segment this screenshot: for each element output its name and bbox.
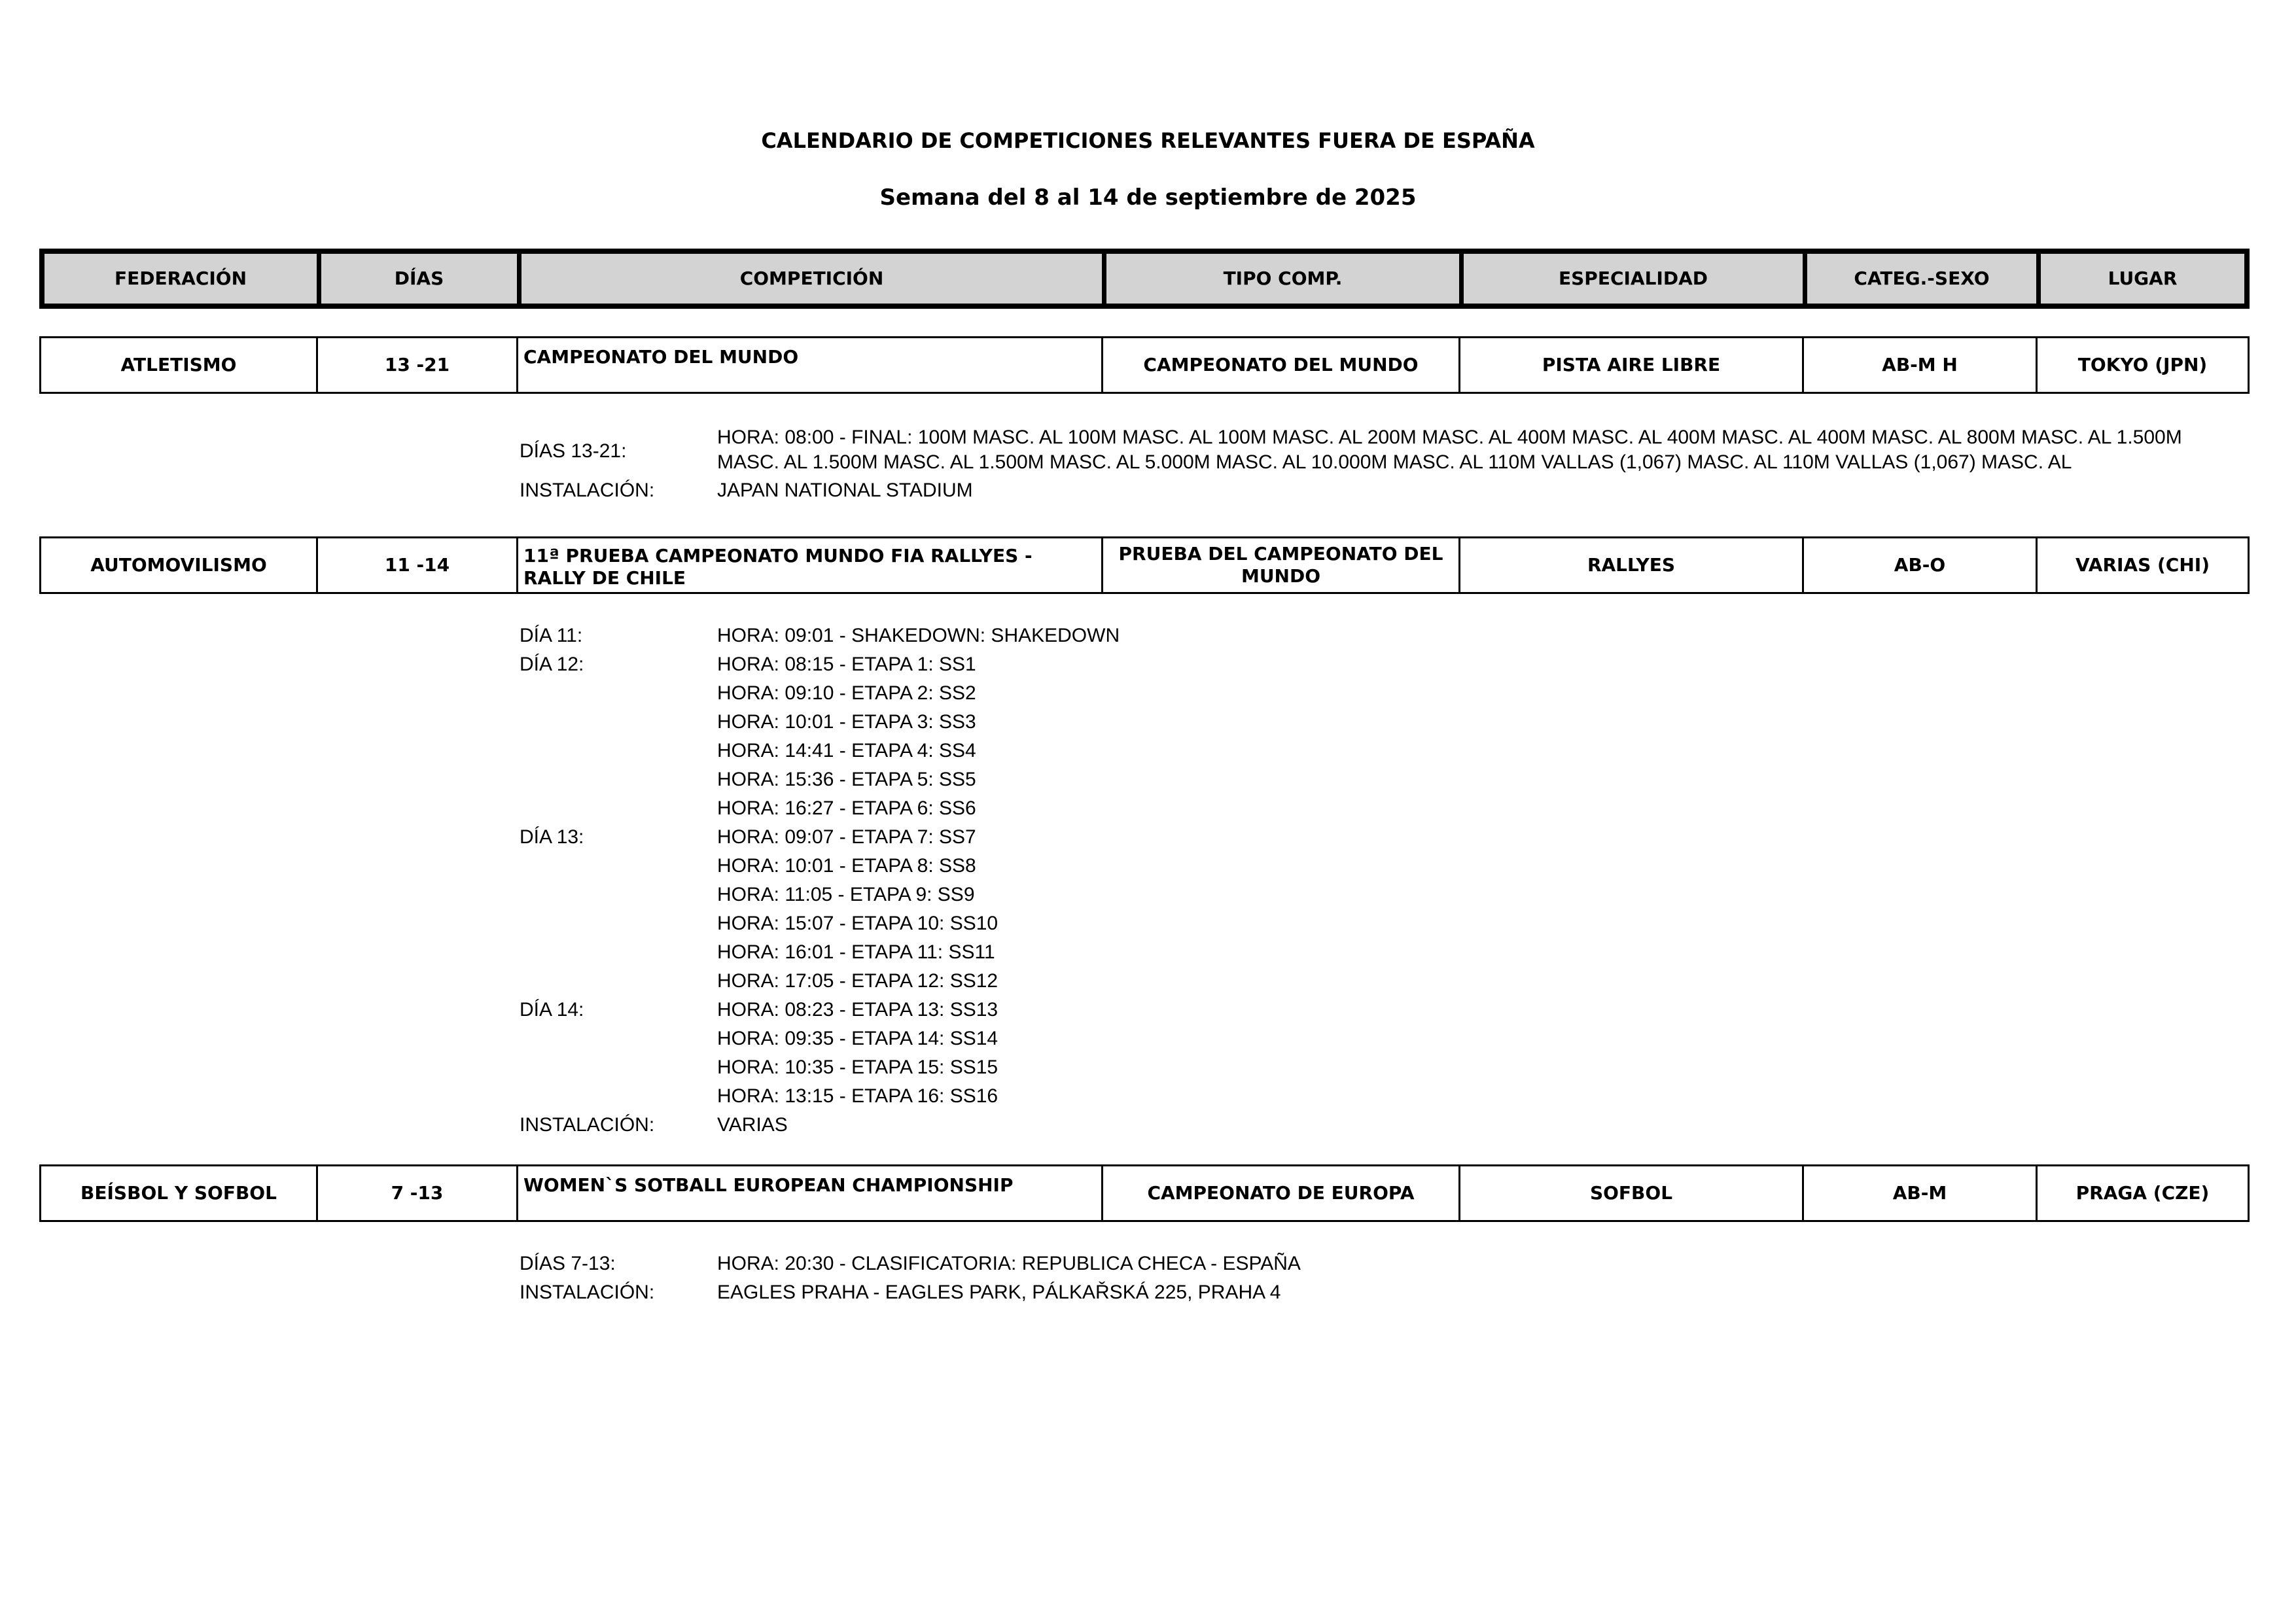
detail-value: HORA: 10:01 - ETAPA 8: SS8	[717, 855, 976, 877]
detail-value: HORA: 16:27 - ETAPA 6: SS6	[717, 797, 976, 819]
detail-value: HORA: 17:05 - ETAPA 12: SS12	[717, 970, 998, 992]
detail-value: HORA: 14:41 - ETAPA 4: SS4	[717, 740, 976, 761]
lugar-cell: VARIAS (CHI)	[2075, 554, 2210, 576]
detail-line	[520, 909, 2227, 938]
detail-line	[520, 794, 2227, 823]
detail-line	[520, 1024, 2227, 1053]
especialidad-cell: SOFBOL	[1460, 1166, 1804, 1220]
detail-label: INSTALACIÓN:	[520, 1282, 655, 1303]
detail-value: HORA: 16:01 - ETAPA 11: SS11	[717, 941, 995, 963]
header-categoria: CATEG.-SEXO	[1807, 254, 2041, 304]
federacion-cell: AUTOMOVILISMO	[41, 538, 318, 592]
detail-line	[520, 881, 2227, 909]
detail-line	[520, 765, 2227, 794]
detail-label: INSTALACIÓN:	[520, 480, 655, 501]
detail-value: HORA: 15:07 - ETAPA 10: SS10	[717, 913, 998, 934]
detail-label: INSTALACIÓN:	[520, 1114, 655, 1136]
detail-value: HORA: 11:05 - ETAPA 9: SS9	[717, 884, 975, 905]
competicion-cell: 11ª PRUEBA CAMPEONATO MUNDO FIA RALLYES - RALLY DE CHILE	[518, 538, 1103, 592]
detail-line	[520, 823, 2227, 852]
detail-value: HORA: 10:01 - ETAPA 3: SS3	[717, 711, 976, 733]
detail-line	[520, 967, 2227, 996]
detail-value: HORA: 10:35 - ETAPA 15: SS15	[717, 1056, 998, 1078]
detail-label: DÍA 12:	[520, 654, 584, 675]
header-federacion: FEDERACIÓN	[44, 254, 321, 304]
categoria-cell: AB-O	[1804, 538, 2038, 592]
detail-line	[520, 476, 2227, 505]
tipo-cell: CAMPEONATO DE EUROPA	[1103, 1166, 1460, 1220]
table-row	[39, 336, 2250, 394]
dias-cell: 11 -14	[318, 538, 518, 592]
detail-value: HORA: 15:36 - ETAPA 5: SS5	[717, 769, 976, 790]
detail-line	[520, 996, 2227, 1024]
detail-value: HORA: 13:15 - ETAPA 16: SS16	[717, 1085, 998, 1107]
detail-line	[520, 1278, 2227, 1307]
detail-value: HORA: 09:07 - ETAPA 7: SS7	[717, 826, 976, 848]
detail-value: HORA: 08:15 - ETAPA 1: SS1	[717, 654, 976, 675]
lugar-cell: PRAGA (CZE)	[2075, 1182, 2210, 1204]
categoria-cell: AB-M	[1804, 1166, 2038, 1220]
page-subtitle: Semana del 8 al 14 de septiembre de 2025	[879, 184, 1417, 211]
header-especialidad: ESPECIALIDAD	[1464, 254, 1807, 304]
table-row	[39, 1164, 2250, 1222]
especialidad-cell: PISTA AIRE LIBRE	[1460, 338, 1804, 392]
detail-label: DÍA 14:	[520, 999, 584, 1021]
header-dias: DÍAS	[321, 254, 521, 304]
dias-cell: 13 -21	[318, 338, 518, 392]
detail-line	[520, 679, 2227, 708]
tipo-cell: CAMPEONATO DEL MUNDO	[1103, 338, 1460, 392]
lugar-cell: TOKYO (JPN)	[2077, 354, 2208, 375]
detail-value: HORA: 09:35 - ETAPA 14: SS14	[717, 1028, 998, 1049]
detail-value: HORA: 20:30 - CLASIFICATORIA: REPUBLICA CHECA - ESPAÑA	[717, 1253, 1301, 1274]
page-title: CALENDARIO DE COMPETICIONES RELEVANTES FUERA DE ESPAÑA	[761, 128, 1535, 153]
detail-line	[520, 1053, 2227, 1082]
detail-line	[520, 650, 2227, 679]
detail-label: DÍA 11:	[520, 625, 583, 646]
event-details	[520, 621, 2227, 1140]
categoria-cell: AB-M H	[1804, 338, 2038, 392]
detail-line	[520, 424, 2227, 476]
competicion-cell: CAMPEONATO DEL MUNDO	[518, 338, 1103, 392]
detail-value: HORA: 09:10 - ETAPA 2: SS2	[717, 682, 976, 704]
event-details	[520, 424, 2227, 505]
detail-line	[520, 621, 2227, 650]
especialidad-cell: RALLYES	[1460, 538, 1804, 592]
event-details	[520, 1249, 2227, 1307]
detail-value: HORA: 09:01 - SHAKEDOWN: SHAKEDOWN	[717, 625, 1120, 646]
detail-value: VARIAS	[717, 1114, 788, 1136]
detail-line	[520, 1082, 2227, 1111]
dias-cell: 7 -13	[318, 1166, 518, 1220]
detail-line	[520, 708, 2227, 737]
header-competicion: COMPETICIÓN	[521, 254, 1106, 304]
detail-value: HORA: 08:23 - ETAPA 13: SS13	[717, 999, 998, 1021]
detail-value: JAPAN NATIONAL STADIUM	[717, 480, 973, 501]
detail-line	[520, 1111, 2227, 1140]
competicion-cell: WOMEN`S SOTBALL EUROPEAN CHAMPIONSHIP	[518, 1166, 1103, 1220]
detail-label: DÍAS 13-21:	[520, 440, 627, 462]
detail-line	[520, 1249, 2227, 1278]
detail-label: DÍAS 7-13:	[520, 1253, 616, 1274]
table-row	[39, 536, 2250, 594]
federacion-cell: BEÍSBOL Y SOFBOL	[41, 1166, 318, 1220]
header-tipo: TIPO COMP.	[1106, 254, 1464, 304]
tipo-cell: PRUEBA DEL CAMPEONATO DEL MUNDO	[1103, 538, 1460, 592]
detail-value: HORA: 08:00 - FINAL: 100M MASC. AL 100M MASC. AL 100M MASC. AL 200M MASC. AL 400M MASC. AL 400M MASC. AL 400M MASC. AL 800M MASC. AL 1.500M MASC. AL 1.500M MASC. AL 1.500M MASC. AL 5.000M MASC. AL 10.000M MASC. AL 110M VALLAS (1,067) MASC. AL 110M VALLAS (1,067) MASC. AL	[717, 427, 2182, 473]
detail-label: DÍA 13:	[520, 826, 584, 848]
detail-line	[520, 938, 2227, 967]
detail-line	[520, 737, 2227, 765]
detail-value: EAGLES PRAHA - EAGLES PARK, PÁLKAŘSKÁ 225, PRAHA 4	[717, 1282, 1281, 1303]
table-header	[39, 249, 2250, 309]
header-lugar: LUGAR	[2108, 268, 2178, 289]
detail-line	[520, 852, 2227, 881]
federacion-cell: ATLETISMO	[41, 338, 318, 392]
